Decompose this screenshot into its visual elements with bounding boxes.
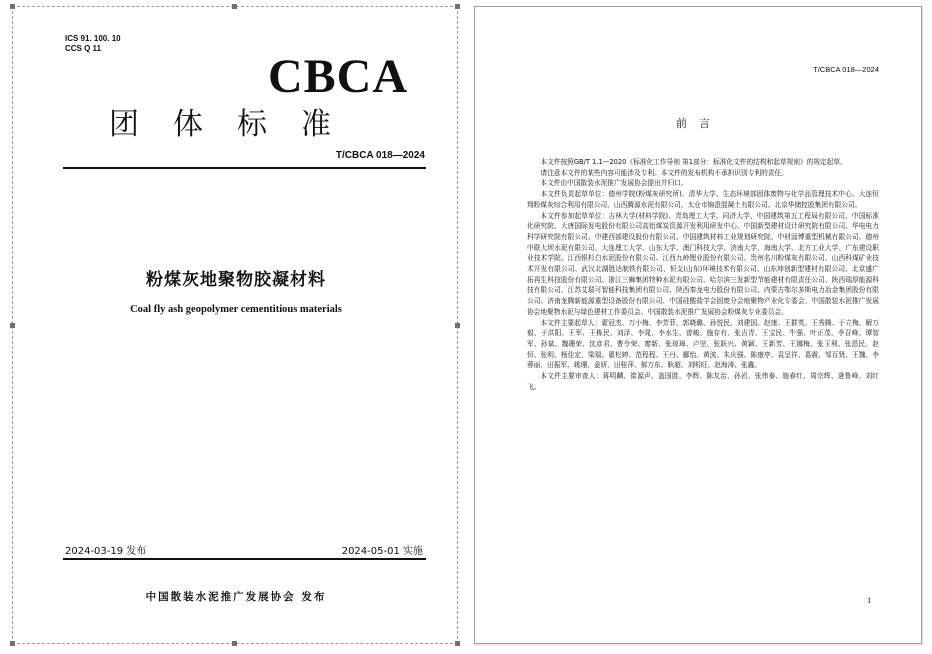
paragraph: 本文件主要起草人：翟冠杰、万小梅、李芳菲、郭晓璐、孙悦民、刘建国、赵康、王群英、王秀腾、于立梅、解万毅、于洪阳、王军、王栋民、刘泽、李晁、李水生、曾峻、施存有、张吉青、王宝民、牛强、叶正茂、李召峰、谭智军、孙斌、魏珊荣、沈彦君、曹令荣、廖新、张琼璋、卢坚、张跃兴、黄颖、王新芳、王娜梅、张玉利、张恩民、赵恒、张明、杨佳定、梁瑞、翟松婷、范程程、王丹、郦怡、黄波、朱庆强、陈康亭、袁呈祥、葛震、邹百贤、王魏、李蓉丽、田振军、姚珊、姜妍、田桂萍、郝万东、耿超、刘明旺、赵海涛、张鑫。 [527, 318, 879, 370]
paragraph: 本文件负责起草单位：德州学院(粉煤灰研究所)、清华大学、生态环境部固体废物与化学品管理技术中心、大连恒翔粉煤灰综合利用有限公司、山西腾源水泥有限公司、太仓市锦澄混凝土有限公司、北京华储控股集团有限公司。 [527, 190, 879, 209]
selection-handle[interactable] [455, 641, 460, 646]
publisher: 中国散装水泥推广发展协会 发布 [145, 591, 327, 603]
foreword-page[interactable] [474, 6, 922, 644]
issue-date: 2024-03-19 发布 [65, 546, 147, 557]
title-chinese: 粉煤灰地聚物胶凝材料 [146, 270, 326, 290]
classification-codes [65, 34, 121, 54]
selection-handle[interactable] [455, 323, 460, 328]
paragraph: 请注意本文件的某些内容可能涉及专利。本文件的发布机构不承担识别专利的责任。 [540, 168, 788, 177]
bottom-divider [63, 558, 426, 560]
foreword-title: 前言 [676, 117, 722, 130]
paragraph: 本文件由中国散装水泥推广发展协会提出并归口。 [540, 179, 688, 188]
selection-handle[interactable] [232, 4, 237, 9]
ccs-code: CCS Q 11 [65, 44, 102, 53]
selection-handle[interactable] [455, 4, 460, 9]
standard-type-heading: 团体标准 [109, 107, 365, 142]
paragraph: 本文件主要审查人：蒋明麟、崔源声、盖国胜、李辉、陈友治、孙岩、张伟泰、施春红、周宗辉、逄鲁峰、刘红飞。 [527, 372, 879, 391]
page-number: 1 [867, 597, 872, 605]
header-standard-number: T/CBCA 018—2024 [813, 65, 879, 74]
effective-date: 2024-05-01 实施 [341, 546, 423, 557]
selection-handle[interactable] [10, 641, 15, 646]
selection-handle[interactable] [10, 4, 15, 9]
top-divider [63, 167, 426, 169]
selection-handle[interactable] [10, 323, 15, 328]
cbca-logo: CBCA [268, 50, 409, 103]
cover-page[interactable] [12, 6, 458, 644]
paragraph: 本文件参加起草单位：吉林大学(材料学院)、青岛理工大学、同济大学、中国建筑第五工程局有限公司、中国标准化研究院、大唐国际发电股份有限公司高铝煤炭资源开发利用研发中心、中国新型建材设计研究院有限公司、华电电力科学研究院有限公司、中建西部建设股份有限公司、中国建筑材料工业规划研究院、中材淄博重型机械有限公司、德州中联大坝水泥有限公司、大连理工大学、山东大学、澳门科技大学、济南大学、海南大学、北方工业大学、广东建设职业技术学院、江西银杉白水泥股份有限公司、江西九岭锂业股份有限公司、贵州名川粉煤灰有限公司、山西科煤矿业技术开发有限公司、武汉北湖胜达制铁有限公司、恒支(山东)环境技术有限公司、山东坤创新型建材有限公司、北京盛广拓再生科技股份有限公司、浙江三狮集团特种水泥有限公司、哈尔滨三发新型节能建材有限责任公司、陕西瑞厚能源科技有限公司、江苏艾瑞可智能科技集团有限公司、陕西秦龙电力股份有限公司、内蒙古鄂尔多斯电力冶金集团股份有限公司、济南龙腾新能源重型设备股份有限公司、中国硅酸盐学会固废分会地聚物产业化专委会、中国散装水泥推广发展协会地聚物水泥与绿色建材工作委员会、中国散装水泥推广发展协会粉煤灰专业委员会。 [527, 211, 879, 316]
foreword-body [527, 157, 879, 392]
paragraph: 本文件按照GB/T 1.1—2020《标准化工作导则 第1部分：标准化文件的结构和起草规则》的规定起草。 [540, 158, 847, 166]
title-english: Coal fly ash geopolymer cementitious materials [130, 304, 342, 315]
ics-code: ICS 91. 100. 10 [65, 34, 121, 43]
standard-number: T/CBCA 018—2024 [335, 150, 425, 161]
selection-handle[interactable] [232, 641, 237, 646]
